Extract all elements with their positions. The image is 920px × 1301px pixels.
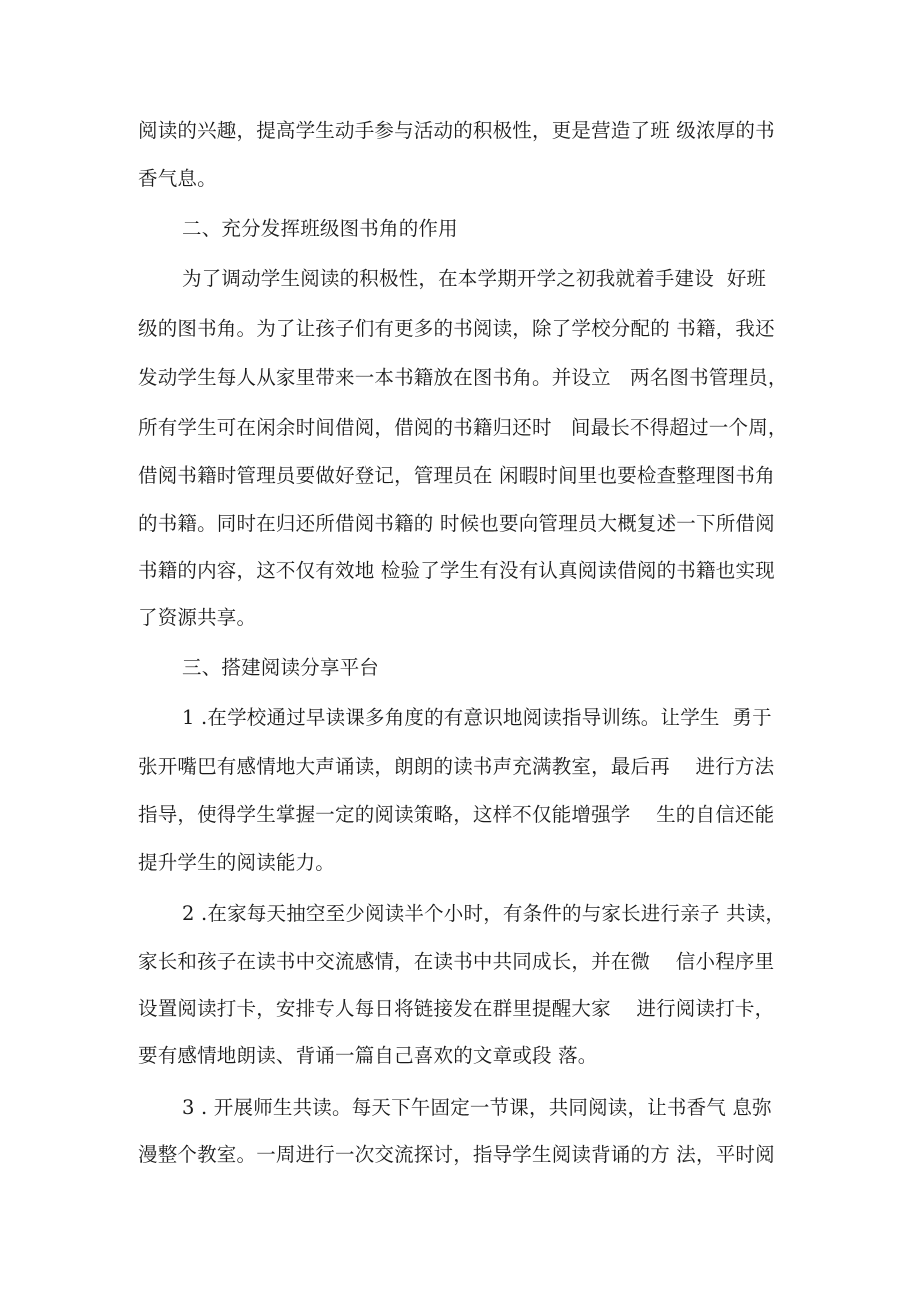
text-line: 设置阅读打卡，安排专人每日将链接发在群里提醒大家 进行阅读打卡， bbox=[138, 997, 775, 1020]
text-line: 借阅书籍时管理员要做好登记，管理员在 闲暇时间里也要检查整理图书角 bbox=[138, 464, 775, 487]
text-line: 张开嘴巴有感情地大声诵读，朗朗的读书声充满教室，最后再 进行方法 bbox=[138, 755, 775, 778]
text-line: 提升学生的阅读能力。 bbox=[138, 851, 336, 874]
text-line: 级的图书角。为了让孩子们有更多的书阅读，除了学校分配的 书籍，我还 bbox=[138, 317, 775, 340]
text-line: 为了调动学生阅读的积极性，在本学期开学之初我就着手建设 好班 bbox=[182, 267, 767, 290]
text-line: 了资源共享。 bbox=[138, 606, 257, 629]
section-heading: 三、搭建阅读分享平台 bbox=[182, 656, 380, 679]
section-heading: 二、充分发挥班级图书角的作用 bbox=[182, 217, 458, 240]
text-line: 漫整个教室。一周进行一次交流探讨，指导学生阅读背诵的方 法，平时阅 bbox=[138, 1143, 775, 1166]
text-line: 的书籍。同时在归还所借阅书籍的 时候也要向管理员大概复述一下所借阅 bbox=[138, 512, 775, 535]
text-line: 香气息。 bbox=[138, 167, 217, 190]
text-line: 2 .在家每天抽空至少阅读半个小时，有条件的与家长进行亲子 共读， bbox=[182, 902, 786, 925]
text-line: 发动学生每人从家里带来一本书籍放在图书角。并设立 两名图书管理员， bbox=[138, 366, 788, 389]
text-line: 1 .在学校通过早读课多角度的有意识地阅读指导训练。让学生 勇于 bbox=[182, 706, 772, 729]
text-line: 3 . 开展师生共读。每天下午固定一节课，共同阅读，让书香气 息弥 bbox=[182, 1096, 772, 1119]
text-line: 阅读的兴趣，提高学生动手参与活动的积极性，更是营造了班 级浓厚的书 bbox=[138, 119, 775, 142]
text-line: 书籍的内容，这不仅有效地 检验了学生有没有认真阅读借阅的书籍也实现 bbox=[138, 559, 775, 582]
text-line: 要有感情地朗读、背诵一篇自己喜欢的文章或段 落。 bbox=[138, 1044, 598, 1067]
text-line: 指导，使得学生掌握一定的阅读策略，这样不仅能增强学 生的自信还能 bbox=[138, 803, 775, 826]
text-line: 家长和孩子在读书中交流感情，在读书中共同成长，并在微 信小程序里 bbox=[138, 950, 775, 973]
text-line: 所有学生可在闲余时间借阅，借阅的书籍归还时 间最长不得超过一个周， bbox=[138, 416, 788, 439]
